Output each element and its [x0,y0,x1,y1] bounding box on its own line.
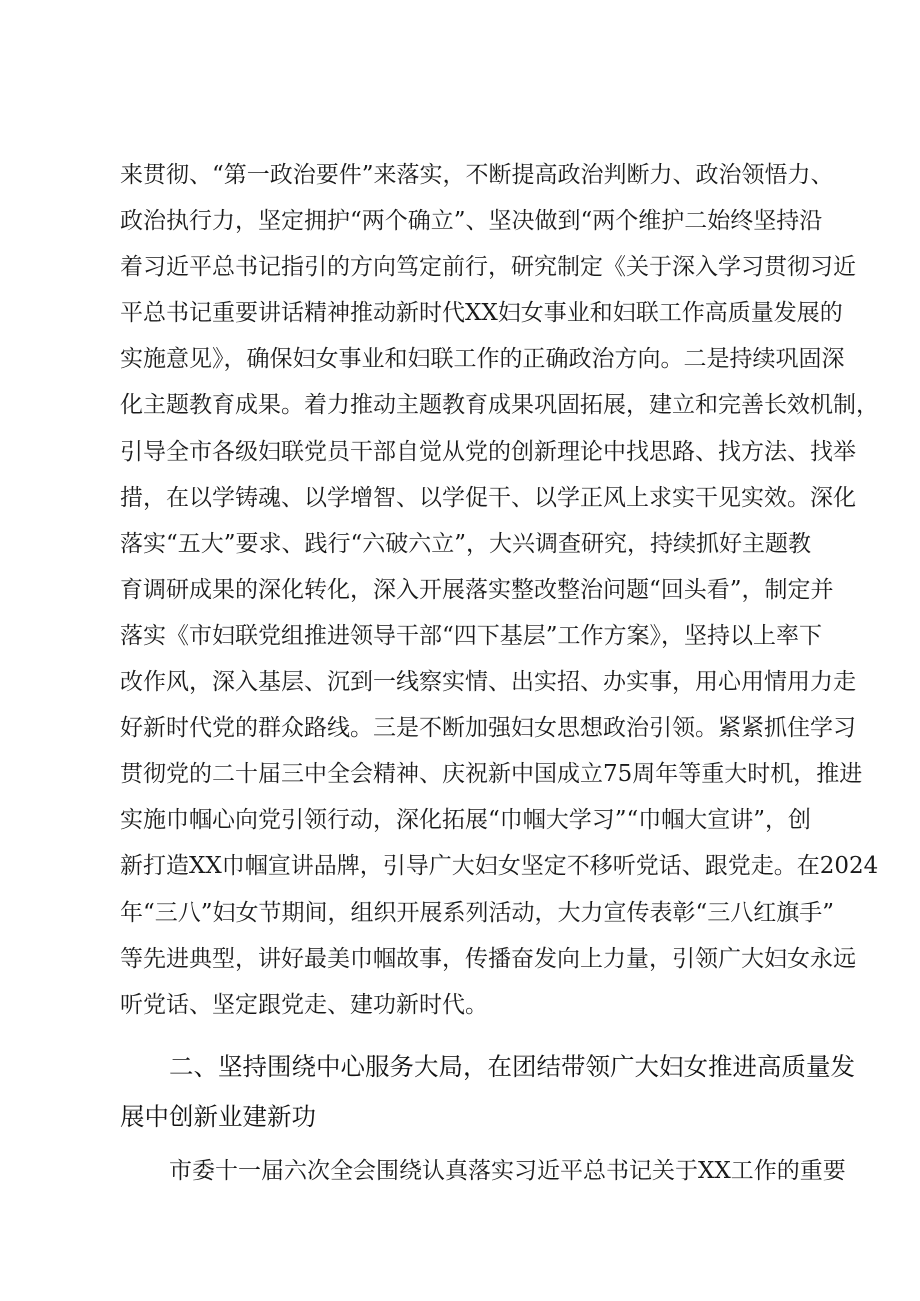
paragraph-line: 落实“五大”要求、践行“六破六立”，大兴调查研究，持续抓好主题教 [120,530,812,557]
paragraph-line: 好新时代党的群众路线。三是不断加强妇女思想政治引领。紧紧抓住学习 [120,715,856,742]
paragraph-line: 来贯彻、“第一政治要件”来落实，不断提高政治判断力、政治领悟力、 [120,162,834,188]
paragraph-line: 听党话、坚定跟党走、建功新时代。 [120,991,488,1018]
paragraph-line: 贯彻党的二十届三中全会精神、庆祝新中国成立75周年等重大时机，推进 [120,761,863,788]
paragraph-line: 等先进典型，讲好最美巾帼故事，传播奋发向上力量，引领广大妇女永远 [120,945,856,972]
heading-line: 展中创新业建新功 [120,1101,316,1131]
paragraph-line: 年“三八”妇女节期间，组织开展系列活动，大力宣传表彰“三八红旗手” [120,899,835,926]
paragraph-line: 新打造XX巾帼宣讲品牌，引导广大妇女坚定不移听党话、跟党走。在2024 [120,853,879,880]
paragraph-line: 改作风，深入基层、沉到一线察实情、出实招、办实事，用心用情用力走 [120,669,856,696]
section-heading [120,1042,855,1142]
paragraph-line: 落实《市妇联党组推进领导干部“四下基层”工作方案》，坚持以上率下 [120,622,823,649]
paragraph-line: 育调研成果的深化转化，深入开展落实整改整治问题“回头看”，制定并 [120,576,834,603]
paragraph-line: 实施意见》，确保妇女事业和妇联工作的正确政治方向。二是持续巩固深 [120,346,845,373]
document-body [120,152,879,1194]
heading-line: 二、坚持围绕中心服务大局，在团结带领广大妇女推进高质量发 [169,1051,855,1081]
paragraph-line: 政治执行力，坚定拥护“两个确立”、坚决做到“两个维护二始终坚持沿 [120,208,823,235]
body-paragraph [120,1148,846,1194]
paragraph-line: 着习近平总书记指引的方向笃定前行，研究制定《关于深入学习贯彻习近 [120,254,856,281]
paragraph-line: 化主题教育成果。着力推动主题教育成果巩固拓展，建立和完善长效机制， [120,392,879,419]
body-paragraph [120,152,879,1028]
paragraph-line: 实施巾帼心向党引领行动，深化拓展“巾帼大学习”“巾帼大宣讲”，创 [120,807,812,834]
paragraph-line: 措，在以学铸魂、以学增智、以学促干、以学正风上求实干见实效。深化 [120,484,856,511]
paragraph-line: 平总书记重要讲话精神推动新时代XX妇女事业和妇联工作高质量发展的 [120,300,843,327]
paragraph-line: 市委十一届六次全会围绕认真落实习近平总书记关于XX工作的重要 [169,1157,846,1184]
paragraph-line: 引导全市各级妇联党员干部自觉从党的创新理论中找思路、找方法、找举 [120,438,856,465]
